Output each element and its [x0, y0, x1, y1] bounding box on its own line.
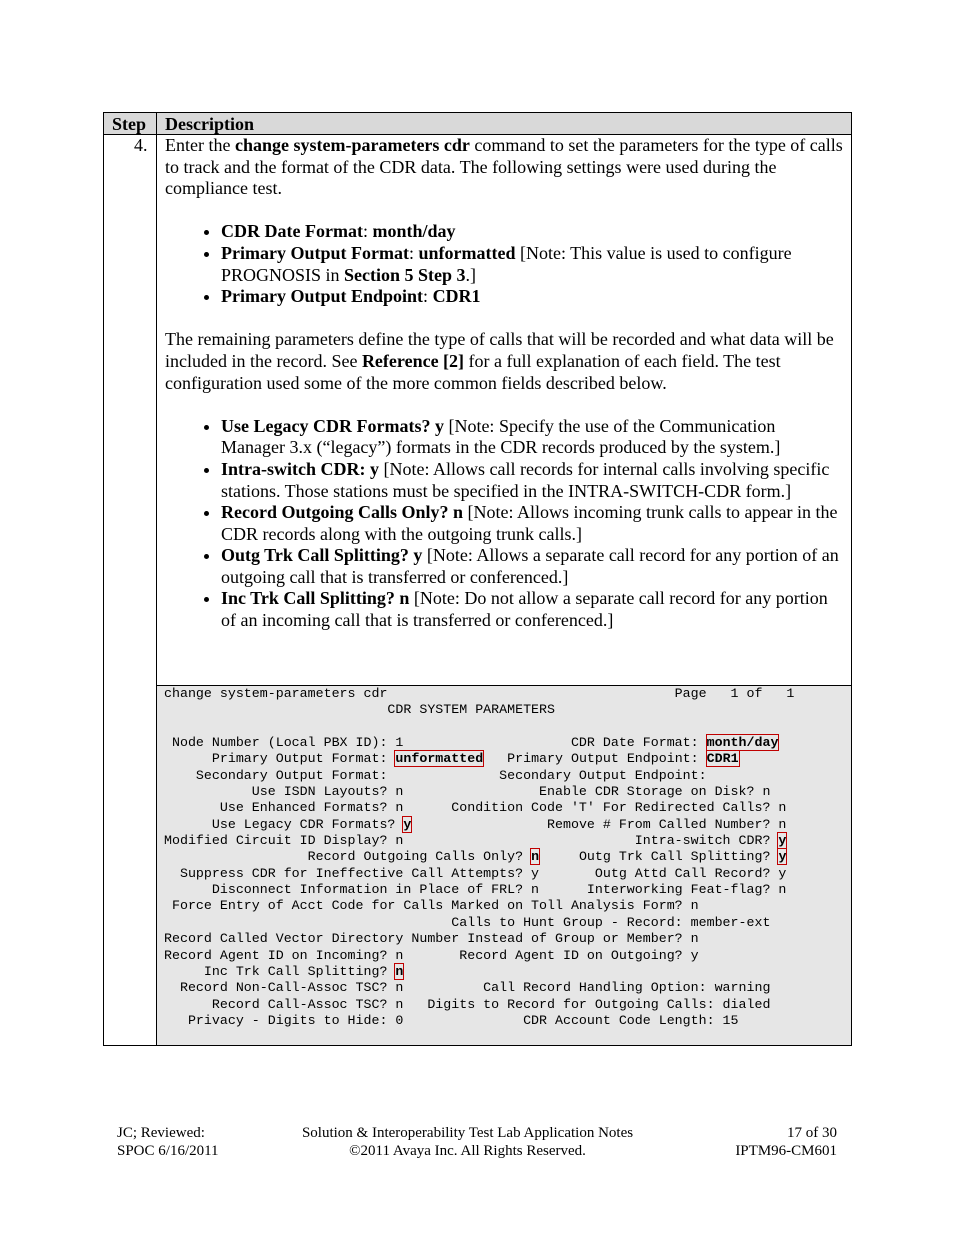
setting-label: CDR Date Format [221, 221, 363, 242]
screen-line: Remove # From Called Number? n [411, 816, 787, 832]
setting-value: month/day [372, 221, 456, 242]
inc-trk-splitting-value: n [395, 963, 404, 979]
remaining-reference: Reference [2] [361, 350, 465, 371]
screen-line: Outg Trk Call Splitting? [539, 849, 779, 865]
intro-text-2: command to set the parameters for the type of calls to track and the format of the CDR data. The following settings were used during the compliance test. [165, 135, 843, 199]
screen-line: Record Agent ID on Incoming? n Record Agent ID on Outgoing? y [164, 947, 699, 963]
footer-right [700, 1124, 837, 1160]
footer-doc-id: IPTM96-CM601 [735, 1143, 837, 1159]
terminal-text [164, 686, 794, 1029]
screen-line: Primary Output Endpoint: [483, 751, 707, 767]
screen-line: Use Legacy CDR Formats? [164, 816, 404, 832]
screen-line: Inc Trk Call Splitting? [164, 963, 396, 979]
param-label: Use Legacy CDR Formats? y [221, 415, 444, 436]
terminal-screen [157, 685, 851, 1045]
remaining-paragraph [165, 329, 843, 394]
remaining-text-1: The remaining parameters define the type of calls that will be recorded and what data will be included in the record. See [165, 329, 834, 371]
list-item [221, 416, 843, 459]
footer-reviewer: JC; Reviewed: [117, 1125, 205, 1141]
table-header [104, 113, 851, 135]
footer-date: SPOC 6/16/2011 [117, 1143, 219, 1159]
primary-output-endpoint-value: CDR1 [706, 751, 739, 767]
intro-paragraph [165, 135, 843, 200]
param-label: Inc Trk Call Splitting? n [221, 588, 410, 609]
screen-line: Suppress CDR for Ineffective Call Attempts? y Outg Attd Call Record? y [164, 865, 787, 881]
setting-sep: : [408, 242, 419, 263]
footer-page-number: 17 of 30 [787, 1125, 837, 1141]
setting-reference: Section 5 Step 3 [344, 264, 466, 285]
param-note: [Note: Allows a separate call record for any portion of an outgoing call that is transferred or conferenced.] [221, 545, 839, 587]
list-item [221, 502, 843, 545]
settings-list [165, 221, 843, 307]
screen-line: Secondary Output Format: Secondary Output Endpoint: [164, 767, 707, 783]
screen-line: Privacy - Digits to Hide: 0 CDR Account Code Length: 15 [164, 1012, 739, 1028]
list-item [221, 588, 843, 631]
param-label: Outg Trk Call Splitting? y [221, 545, 423, 566]
list-item [221, 221, 843, 243]
setting-note-end: .] [465, 264, 477, 285]
footer-title: Solution & Interoperability Test Lab Application Notes [301, 1125, 634, 1141]
setting-sep: : [362, 221, 373, 242]
screen-line: Record Non-Call-Assoc TSC? n Call Record Handling Option: warning [164, 980, 771, 996]
list-item [221, 286, 843, 308]
setting-sep: : [423, 286, 433, 307]
list-item [221, 243, 843, 286]
param-note: [Note: Allows call records for internal calls involving specific stations. Those stations must be specified in the INTRA-SWITCH-CDR form.] [221, 458, 830, 501]
list-item [221, 459, 843, 502]
use-legacy-cdr-value: y [403, 816, 412, 832]
intra-switch-cdr-value: y [778, 833, 787, 849]
param-note: [Note: Do not allow a separate call record for any portion of an incoming call that is transferred or conferenced.] [221, 588, 828, 631]
cdr-date-format-value: month/day [706, 735, 779, 751]
screen-line: Force Entry of Acct Code for Calls Marked on Toll Analysis Form? n [164, 898, 699, 914]
screen-line: Use ISDN Layouts? n Enable CDR Storage on Disk? n [164, 784, 771, 800]
header-description: Description [165, 114, 254, 134]
intro-command: change system-parameters cdr [234, 135, 470, 155]
step-table [103, 112, 852, 1046]
params-list [165, 416, 843, 632]
footer-copyright: ©2011 Avaya Inc. All Rights Reserved. [349, 1143, 586, 1159]
primary-output-format-value: unformatted [395, 751, 484, 767]
setting-value: unformatted [418, 242, 516, 263]
intro-text-1: Enter the [165, 135, 235, 155]
outg-trk-splitting-value: y [778, 849, 787, 865]
screen-line: Disconnect Information in Place of FRL? n Interworking Feat-flag? n [164, 882, 787, 898]
step-number: 4. [134, 135, 148, 155]
screen-line: Record Called Vector Directory Number Instead of Group or Member? n [164, 931, 699, 947]
screen-line: Record Outgoing Calls Only? [164, 849, 532, 865]
screen-line: Calls to Hunt Group - Record: member-ext [164, 914, 771, 930]
param-note: [Note: Allows incoming trunk calls to appear in the CDR records along with the outgoing trunk calls.] [221, 502, 838, 544]
record-outgoing-only-value: n [531, 849, 540, 865]
remaining-text-2: for a full explanation of each field. The test configuration used some of the more common fields described below. [165, 350, 781, 393]
list-item [221, 545, 843, 588]
footer-center [270, 1124, 665, 1160]
screen-line: Record Call-Assoc TSC? n Digits to Record for Outgoing Calls: dialed [164, 996, 771, 1012]
screen-line: Node Number (Local PBX ID): 1 CDR Date Format: [164, 735, 707, 751]
param-label: Intra-switch CDR: y [221, 458, 379, 479]
header-step: Step [112, 114, 147, 134]
setting-value: CDR1 [432, 286, 481, 307]
param-label: Record Outgoing Calls Only? n [221, 502, 464, 523]
setting-label: Primary Output Format [221, 242, 409, 263]
param-note: [Note: Specify the use of the Communication Manager 3.x (“legacy”) formats in the CDR records produced by the system.] [221, 415, 781, 458]
step-description [165, 135, 843, 632]
screen-line: change system-parameters cdr Page 1 of 1 [164, 686, 795, 701]
screen-title: CDR SYSTEM PARAMETERS [164, 702, 555, 718]
setting-note: [Note: This value is used to configure PROGNOSIS in [221, 242, 792, 285]
screen-line: Modified Circuit ID Display? n Intra-switch CDR? [164, 833, 779, 849]
screen-line: Primary Output Format: [164, 751, 396, 767]
screen-line: Use Enhanced Formats? n Condition Code 'T' For Redirected Calls? n [164, 800, 787, 816]
footer-left [117, 1124, 219, 1160]
setting-label: Primary Output Endpoint [221, 286, 424, 307]
